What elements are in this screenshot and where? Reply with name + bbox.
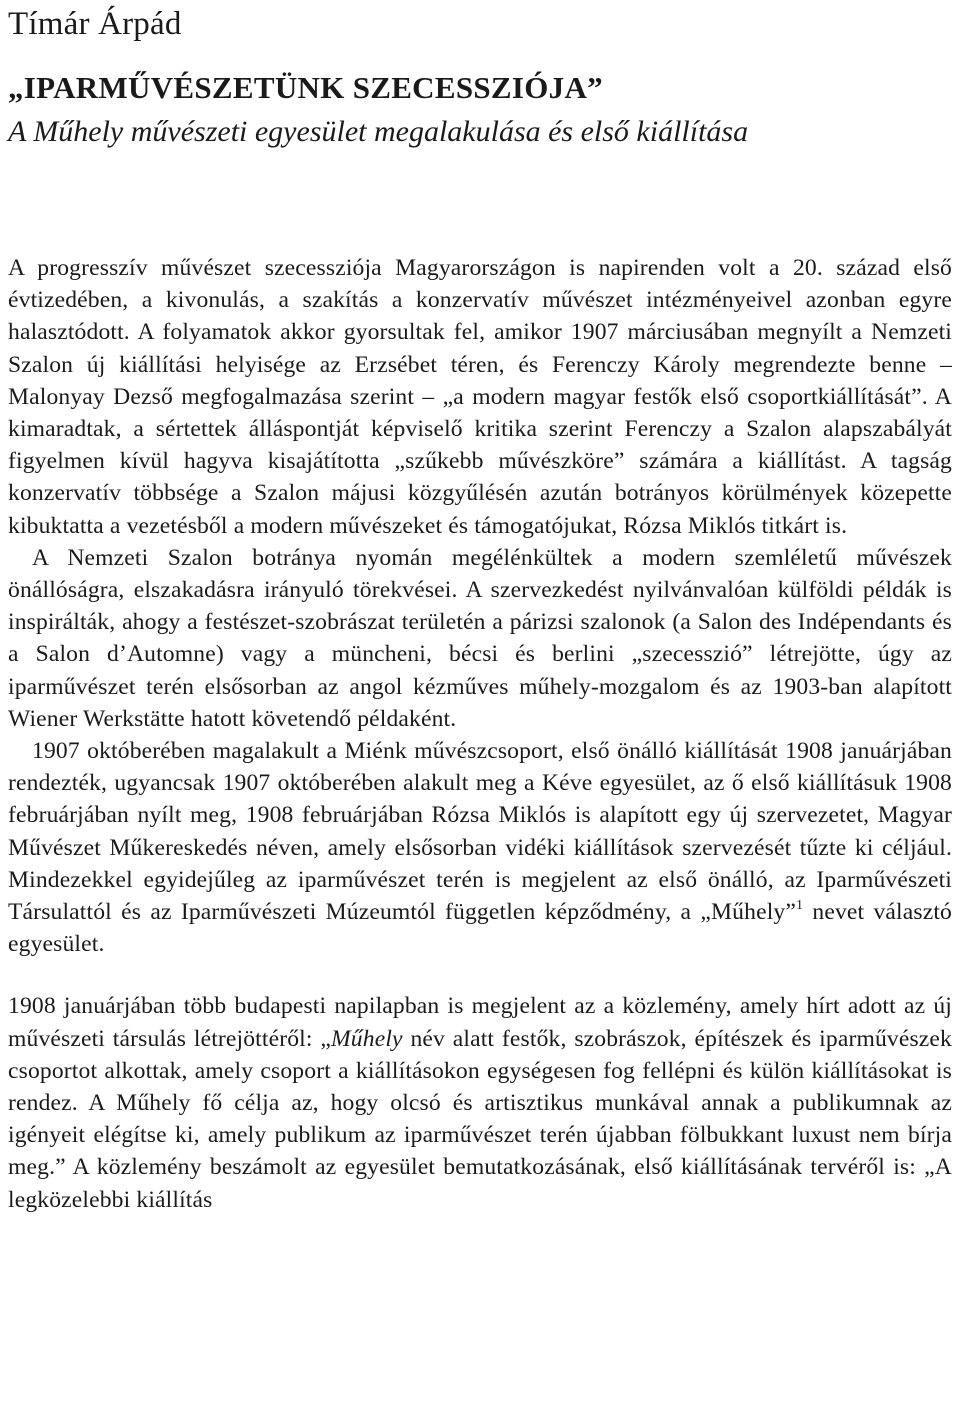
paragraph-2: A Nemzeti Szalon botránya nyomán megélénkültek a modern szemléletű művészek önállóságra, elszakadásra irányuló törekvései. A szervezkedést nyilvánvalóan külföldi példák is inspirálták, ahogy a festészet-szobrászat területén a párizsi szalonok (a Salon des Indépendants és a Salon d’Automne) vagy a müncheni, bécsi és berlini „szecesszió” létrejötte, úgy az iparművészet terén elsősorban az angol kézműves műhely-mozgalom és az 1903-ban alapított Wiener Werkstätte hatott követendő példaként. <box>8 544 952 732</box>
paragraph-3-tail: nevet választó egyesület. <box>8 899 952 958</box>
author-name: Tímár Árpád <box>8 6 182 42</box>
paragraph-3 <box>8 735 952 960</box>
article-body <box>8 252 952 960</box>
article-subtitle: A Műhely művészeti egyesület megalakulása és első kiállítása <box>8 115 749 148</box>
paragraph-4-rest: név alatt festők, szobrászok, építészek és iparművészek csoportot alkottak, amely csoport a kiállításokon egységesen fog fellépni és külön kiállításokat is rendez. A Műhely fő célja az, hogy olcsó és artisztikus munkával annak a publikumnak az igényeit elégítse ki, amely publikum az iparművészet terén újabban fölbukkant luxust nem bírja meg.” A közlemény beszámolt az egyesület bemutatkozásának, első kiállításának tervéről is: „A legközelebbi kiállítás <box>8 1025 952 1213</box>
article-body-section-2 <box>8 990 952 1215</box>
paragraph-4-italic-name: Műhely <box>331 1025 403 1052</box>
paragraph-4 <box>8 990 952 1215</box>
paragraph-3-text: 1907 októberében magalakult a Miénk művészcsoport, első önálló kiállítását 1908 januárjában rendezték, ugyancsak 1907 októberében alakult meg a Kéve egyesület, az ő első kiállításuk 1908 februárjában nyílt meg, 1908 februárjában Rózsa Miklós is alapított egy új szervezetet, Magyar Művészet Műkereskedés néven, amely elsősorban vidéki kiállítások szervezését tűzte ki céljául. Mindezekkel egyidejűleg az iparművészet terén is megjelent az első önálló, az Iparművészeti Társulattól és az Iparművészeti Múzeumtól független képződmény, a „Műhely” <box>8 738 952 926</box>
paragraph-4-start: 1908 januárjában több budapesti napilapban is megjelent az a közlemény, amely hírt adott az új művészeti társulás létrejöttéről: „ <box>8 993 952 1052</box>
footnote-reference[interactable]: 1 <box>795 898 804 914</box>
document-page <box>8 0 952 1216</box>
article-title: „IPARMŰVÉSZETÜNK SZECESSZIÓJA” <box>8 70 603 105</box>
paragraph-1: A progresszív művészet szecessziója Magyarországon is napirenden volt a 20. század első évtizedében, a kivonulás, a szakítás a konzervatív művészet intézményeivel azonban egyre halasztódott. A folyamatok akkor gyorsultak fel, amikor 1907 márciusában megnyílt a Nemzeti Szalon új kiállítási helyisége az Erzsébet téren, és Ferenczy Károly megrendezte benne – Malonyay Dezső megfogalmazása szerint – „a modern magyar festők első csoportkiállítását”. A kimaradtak, a sértettek álláspontját képviselő kritika szerint Ferenczy a Szalon alapszabályát figyelmen kívül hagyva kisajátította „szűkebb művészköre” számára a kiállítást. A tagság konzervatív többsége a Szalon májusi közgyűlésén azután botrányos körülmények közepette kibuktatta a vezetésből a modern művészeket és támogatójukat, Rózsa Miklós titkárt is. <box>8 255 952 539</box>
